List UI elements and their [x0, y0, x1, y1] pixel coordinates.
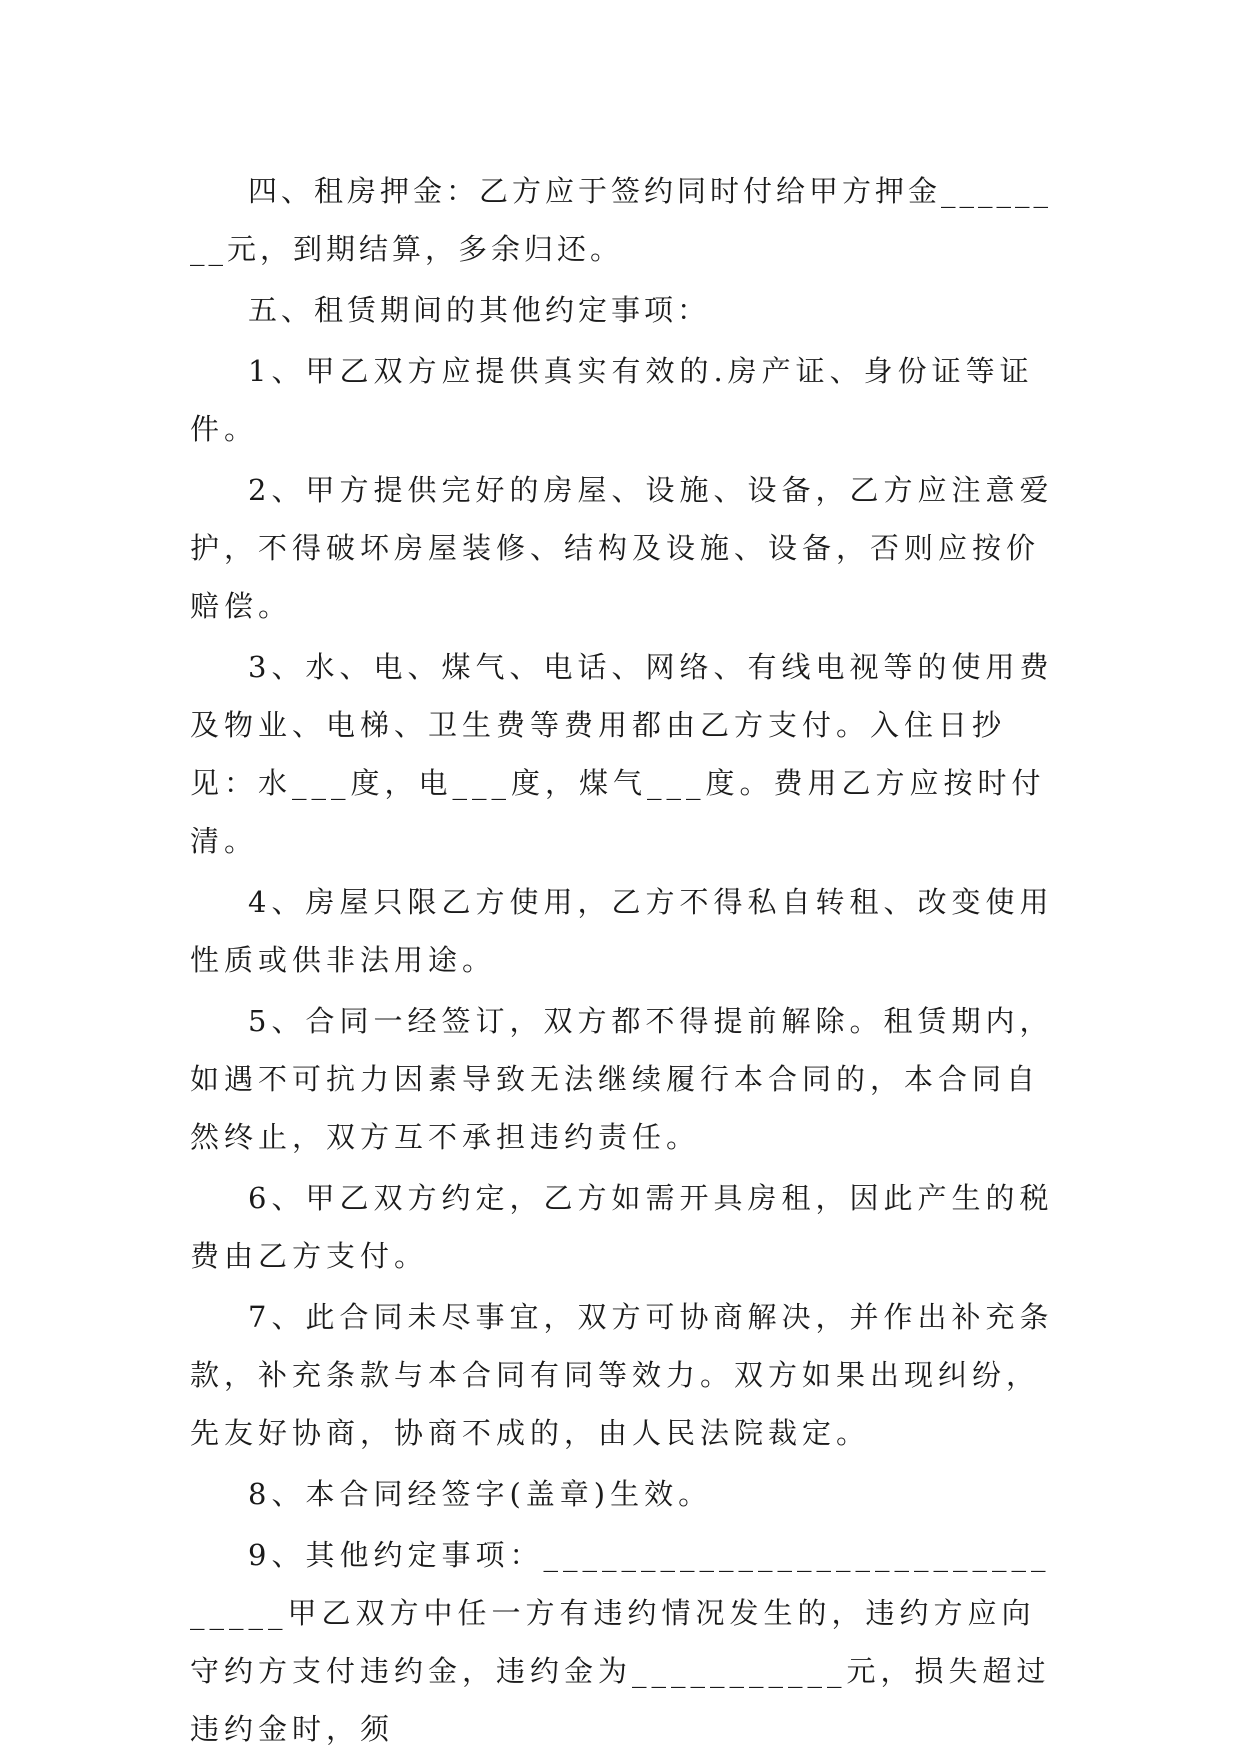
clause-9: 9、其他约定事项：_______________________________甲乙双方中任一方有违约情况发生的，违约方应向守约方支付违约金，违约金为___________元，损失超过违约金时，须 [190, 1538, 1051, 1746]
clause-3: 3、水、电、煤气、电话、网络、有线电视等的使用费及物业、电梯、卫生费等费用都由乙方支付。入住日抄见：水___度，电___度，煤气___度。费用乙方应按时付清。 [190, 650, 1054, 858]
clause-7: 7、此合同未尽事宜，双方可协商解决，并作出补充条款，补充条款与本合同有同等效力。双方如果出现纠纷，先友好协商，协商不成的，由人民法院裁定。 [190, 1300, 1054, 1450]
clause-8: 8、本合同经签字(盖章)生效。 [248, 1477, 713, 1511]
clause-1: 1、甲乙双方应提供真实有效的.房产证、身份证等证件。 [190, 354, 1034, 446]
clause-2: 2、甲方提供完好的房屋、设施、设备，乙方应注意爱护，不得破坏房屋装修、结构及设施、设备，否则应按价赔偿。 [190, 473, 1054, 623]
clause-4: 4、房屋只限乙方使用，乙方不得私自转租、改变使用性质或供非法用途。 [190, 885, 1054, 977]
clause-5: 5、合同一经签订，双方都不得提前解除。租赁期内，如遇不可抗力因素导致无法继续履行本合同的，本合同自然终止，双方互不承担违约责任。 [190, 1004, 1054, 1154]
clause-6: 6、甲乙双方约定，乙方如需开具房租，因此产生的税费由乙方支付。 [190, 1181, 1054, 1273]
paragraph-deposit: 四、租房押金：乙方应于签约同时付给甲方押金________元，到期结算，多余归还。 [190, 174, 1053, 266]
contract-body [190, 162, 1060, 1758]
paragraph-other-terms-heading: 五、租赁期间的其他约定事项： [248, 293, 711, 327]
